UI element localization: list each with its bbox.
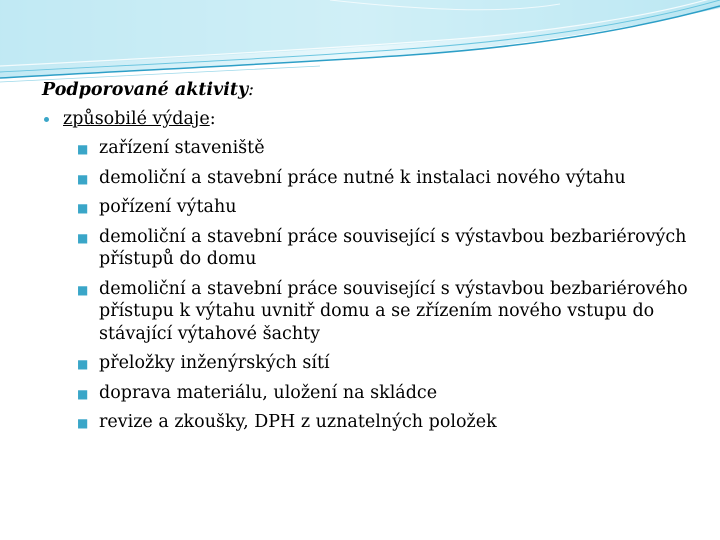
list-item: [77, 382, 689, 405]
list-item-text: demoliční a stavební práce související s výstavbou bezbariérových přístupů do domu: [99, 226, 687, 269]
list-item: [77, 137, 689, 160]
slide-content: [42, 78, 702, 441]
section-heading-colon: :: [248, 80, 255, 100]
eligible-expenses-label: způsobilé výdaje: [63, 109, 210, 129]
section-heading: [42, 78, 702, 102]
list-item: [77, 352, 689, 375]
list-item-text: pořízení výtahu: [99, 197, 237, 217]
square-bullet-icon: ■: [77, 386, 89, 401]
square-bullet-icon: ■: [77, 201, 89, 215]
list-item-text: zařízení staveniště: [99, 138, 265, 158]
list-item-text: demoliční a stavební práce související s výstavbou bezbariérového přístupu k výtahu uvnitř domu a se zřízením nového vstupu do stávající výtahové šachty: [99, 278, 688, 344]
list-item-text: přeložky inženýrských sítí: [99, 353, 330, 373]
square-bullet-icon: ■: [77, 416, 89, 430]
list-item: [77, 196, 689, 219]
header-wave-decoration: [0, 0, 720, 90]
list-item-text: demoliční a stavební práce nutné k instalaci nového výtahu: [99, 167, 626, 188]
eligible-expenses-colon: :: [209, 109, 216, 129]
list-item: [77, 226, 689, 271]
eligible-expenses-list: [42, 137, 702, 434]
list-item: [77, 167, 689, 190]
list-item-text: doprava materiálu, uložení na skládce: [99, 382, 438, 403]
list-item: [77, 278, 689, 346]
list-item: [77, 411, 689, 434]
bullet-level1: [42, 107, 702, 131]
square-bullet-icon: ■: [77, 230, 89, 245]
list-item-text: revize a zkoušky, DPH z uznatelných položek: [99, 412, 497, 432]
square-bullet-icon: ■: [77, 142, 89, 156]
section-heading-text: Podporované aktivity: [42, 80, 249, 100]
square-bullet-icon: ■: [77, 282, 89, 297]
square-bullet-icon: ■: [77, 171, 89, 186]
square-bullet-icon: ■: [77, 357, 89, 371]
round-bullet-icon: [44, 117, 49, 122]
